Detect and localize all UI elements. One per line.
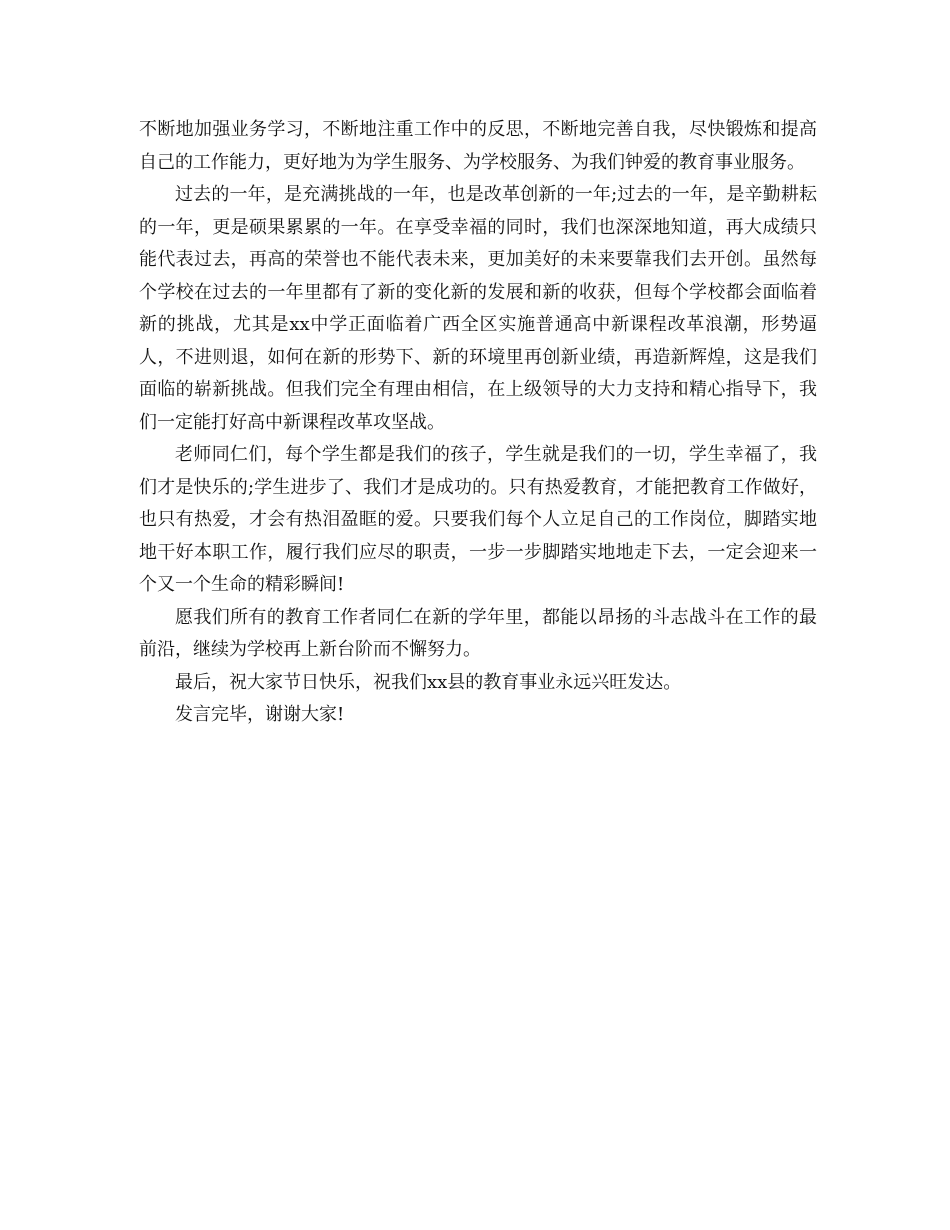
paragraph-6: 发言完毕，谢谢大家! — [175, 704, 345, 725]
paragraph-1: 不断地加强业务学习，不断地注重工作中的反思，不断地完善自我，尽快锻炼和提高自己的工作能力，更好地为为学生服务、为学校服务、为我们钟爱的教育事业服务。 — [139, 119, 817, 173]
paragraph-4: 愿我们所有的教育工作者同仁在新的学年里，都能以昂扬的斗志战斗在工作的最前沿，继续为学校再上新台阶而不懈努力。 — [139, 606, 817, 660]
document-body — [139, 114, 817, 732]
paragraph-5: 最后，祝大家节日快乐，祝我们xx县的教育事业永远兴旺发达。 — [175, 671, 682, 693]
paragraph-3: 老师同仁们，每个学生都是我们的孩子，学生就是我们的一切，学生幸福了，我们才是快乐的;学生进步了、我们才是成功的。只有热爱教育，才能把教育工作做好，也只有热爱，才会有热泪盈眶的爱。只要我们每个人立足自己的工作岗位，脚踏实地地干好本职工作，履行我们应尽的职责，一步一步脚踏实地地走下去，一定会迎来一个又一个生命的精彩瞬间! — [139, 444, 817, 595]
paragraph-2: 过去的一年，是充满挑战的一年，也是改革创新的一年;过去的一年，是辛勤耕耘的一年，更是硕果累累的一年。在享受幸福的同时，我们也深深地知道，再大成绩只能代表过去，再高的荣誉也不能代表未来，更加美好的未来要靠我们去开创。虽然每个学校在过去的一年里都有了新的变化新的发展和新的收获，但每个学校都会面临着新的挑战，尤其是xx中学正面临着广西全区实施普通高中新课程改革浪潮，形势逼人，不进则退，如何在新的形势下、新的环境里再创新业绩，再造新辉煌，这是我们面临的崭新挑战。但我们完全有理由相信，在上级领导的大力支持和精心指导下，我们一定能打好高中新课程改革攻坚战。 — [139, 184, 817, 433]
